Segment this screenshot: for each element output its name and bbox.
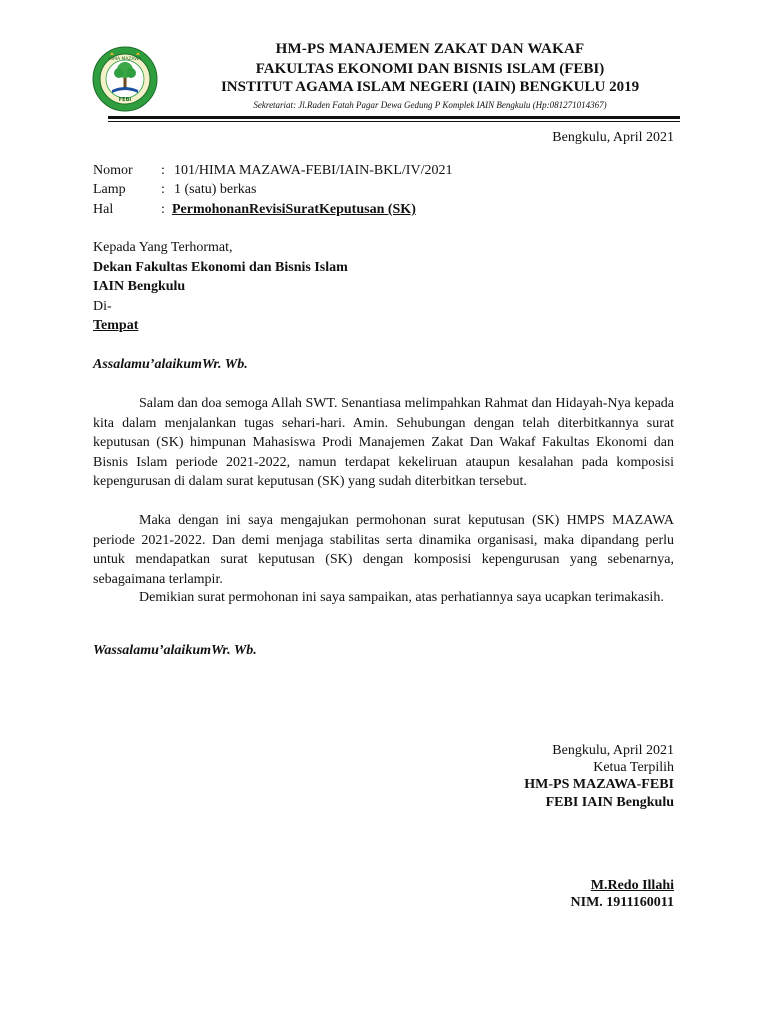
signature-org1: HM-PS MAZAWA-FEBI bbox=[524, 777, 674, 792]
salam-closing: Wassalamu’alaikumWr. Wb. bbox=[93, 643, 257, 658]
nomor-value: 101/HIMA MAZAWA-FEBI/IAIN-BKL/IV/2021 bbox=[174, 163, 453, 178]
recipient-name: Dekan Fakultas Ekonomi dan Bisnis Islam bbox=[93, 260, 348, 275]
body-paragraph-1: Salam dan doa semoga Allah SWT. Senantiasa melimpahkan Rahmat dan Hidayah-Nya kepada kita dalam menjalankan tugas sehari-hari. Amin. Sehubungan dengan telah diterbitkannya surat keputusan (SK) himpunan Mahasiswa Prodi Manajemen Zakat Dan Wakaf Fakultas Ekonomi dan Bisnis Islam periode 2021-2022, namun terdapat kekeliruan ataupun kesalahan pada komposisi kepengurusan di dalam surat keputusan (SK) yang sudah diterbitkan tersebut. bbox=[93, 396, 674, 489]
nomor-colon: : bbox=[161, 163, 165, 178]
hal-label: Hal bbox=[93, 202, 114, 217]
logo-text-bottom: FEBI bbox=[118, 97, 132, 103]
hal-colon: : bbox=[161, 202, 165, 217]
letterhead-divider-thick bbox=[108, 116, 680, 119]
signature-org2: FEBI IAIN Bengkulu bbox=[545, 795, 674, 810]
lamp-colon: : bbox=[161, 182, 165, 197]
signature-role: Ketua Terpilih bbox=[593, 760, 674, 775]
letterhead-address: Sekretariat: Jl.Raden Fatah Pagar Dewa Gedung P Komplek IAIN Bengkulu (Hp:081271014367) bbox=[253, 100, 607, 110]
logo-text-top: HIMA MAZAWA bbox=[108, 57, 142, 62]
lamp-label: Lamp bbox=[93, 182, 126, 197]
letterhead-line2: FAKULTAS EKONOMI DAN BISNIS ISLAM (FEBI) bbox=[255, 61, 605, 77]
recipient-di: Di- bbox=[93, 299, 112, 314]
hima-mazawa-logo-icon bbox=[92, 46, 158, 112]
signature-name: M.Redo Illahi bbox=[590, 878, 674, 893]
signature-nim: NIM. 1911160011 bbox=[570, 895, 674, 910]
body-paragraph-2: Maka dengan ini saya mengajukan permohonan surat keputusan (SK) HMPS MAZAWA periode 2021-2022. Dan demi menjaga stabilitas serta dinamika organisasi, maka dipandang perlu untuk mendapatkan surat keputusan (SK) dengan komposisi kepengurusan yang sebenarnya, sebagaimana terlampir. bbox=[93, 513, 674, 587]
body-paragraph-3: Demikian surat permohonan ini saya sampaikan, atas perhatiannya saya ucapkan terimakasih. bbox=[139, 590, 664, 605]
lamp-value: 1 (satu) berkas bbox=[174, 182, 257, 197]
letterhead-divider-thin bbox=[108, 121, 680, 122]
letterhead-line3: INSTITUT AGAMA ISLAM NEGERI (IAIN) BENGKULU 2019 bbox=[220, 79, 640, 95]
salam-opening: Assalamu’alaikumWr. Wb. bbox=[93, 357, 248, 372]
nomor-label: Nomor bbox=[93, 163, 133, 178]
letter-date: Bengkulu, April 2021 bbox=[552, 130, 674, 145]
recipient-place: Tempat bbox=[93, 318, 139, 333]
letterhead-line1: HM-PS MANAJEMEN ZAKAT DAN WAKAF bbox=[275, 41, 585, 57]
recipient-institution: IAIN Bengkulu bbox=[93, 279, 186, 294]
signature-date: Bengkulu, April 2021 bbox=[552, 743, 674, 758]
hal-value: PermohonanRevisiSuratKeputusan (SK) bbox=[172, 202, 416, 217]
recipient-greeting: Kepada Yang Terhormat, bbox=[93, 240, 233, 255]
